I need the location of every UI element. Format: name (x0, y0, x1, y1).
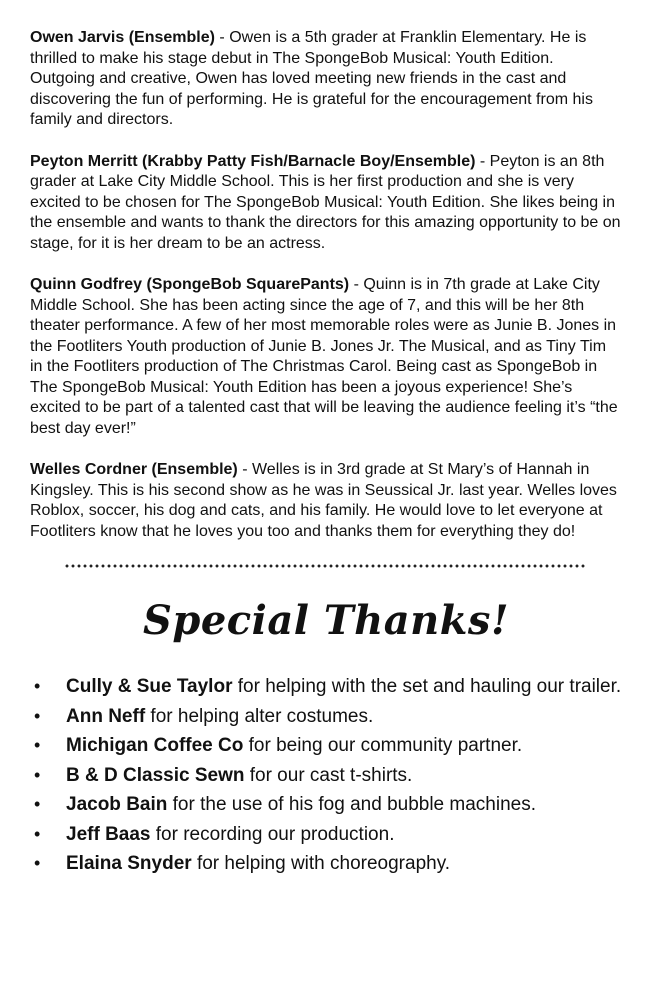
thanks-reason: for the use of his fog and bubble machines. (167, 794, 537, 815)
thanks-name: Ann Neff (66, 705, 146, 727)
bio-peyton-merritt (30, 152, 622, 255)
list-item (30, 702, 622, 732)
bio-owen-jarvis (30, 28, 622, 131)
list-item (30, 672, 622, 702)
bullet-icon: • (34, 823, 41, 844)
thanks-reason: for helping alter costumes. (145, 705, 374, 727)
bullet-icon: • (34, 735, 41, 755)
thanks-reason: for recording our production. (150, 823, 395, 845)
list-item (30, 820, 622, 850)
bullet-icon: • (34, 853, 41, 873)
bullet-icon: • (34, 705, 41, 726)
list-item (30, 731, 622, 761)
special-thanks-title: Special Thanks! (142, 597, 510, 644)
bio-text: - Owen is a 5th grader at Franklin Elementary. He is thrilled to make his stage debut in The SpongeBob Musical: Youth Edition. Outgoing and creative, Owen has loved meeting new friends in the cast and discovering the fun of performing. He is grateful for the encouragement from his family and directors. (30, 29, 593, 128)
bio-text: - Welles is in 3rd grade at St Mary’s of Hannah in Kingsley. This is his second show as he was in Seussical Jr. last year. Welles loves Roblox, soccer, his dog and cats, and his family. He would love to let everyone at Footliters know that he loves you too and thanks them for everything they do! (30, 461, 617, 540)
thanks-name: Jeff Baas (66, 823, 151, 845)
bio-text: - Quinn is in 7th grade at Lake City Middle School. She has been acting since the age of 7, and this will be her 8th theater performance. A few of her most memorable roles were as Junie B. Jones in the Footliters Youth production of Junie B. Jones Jr. The Musical, and as Tiny Tim in the Footliters production of The Christmas Carol. Being cast as SpongeBob in The SpongeBob Musical: Youth Edition has been a joyous experience! She’s excited to be part of a talented cast that will be leaving the audience feeling it’s “the best day ever!” (30, 276, 618, 437)
bullet-icon: • (34, 764, 41, 785)
thanks-reason: for being our community partner. (243, 735, 523, 756)
thanks-name: Cully & Sue Taylor (66, 676, 233, 697)
thanks-reason: for our cast t-shirts. (244, 764, 413, 786)
thanks-name: Jacob Bain (66, 794, 168, 815)
thanks-name: Michigan Coffee Co (66, 735, 244, 756)
special-thanks-list (30, 672, 622, 879)
bio-name: Owen Jarvis (Ensemble) (30, 29, 215, 46)
dotted-divider (64, 563, 586, 569)
thanks-name: B & D Classic Sewn (66, 764, 245, 786)
thanks-name: Elaina Snyder (66, 853, 192, 874)
list-item (30, 849, 622, 879)
bullet-icon: • (34, 794, 41, 814)
program-page (30, 28, 622, 879)
list-item (30, 761, 622, 791)
bio-welles-cordner (30, 460, 622, 542)
list-item (30, 790, 622, 820)
bio-quinn-godfrey (30, 275, 622, 439)
bio-name: Quinn Godfrey (SpongeBob SquarePants) (30, 276, 350, 293)
thanks-reason: for helping with the set and hauling our trailer. (232, 676, 622, 697)
bullet-icon: • (34, 676, 41, 696)
bio-name: Peyton Merritt (Krabby Patty Fish/Barnacle Boy/Ensemble) (30, 152, 476, 170)
bio-text: - Peyton is an 8th grader at Lake City Middle School. This is her first production and she is very excited to be chosen for The SpongeBob Musical: Youth Edition. She likes being in the ensemble and wants to thank the directors for this amazing opportunity to be on stage, for it is her dream to be an actress. (30, 152, 621, 252)
bio-name: Welles Cordner (Ensemble) (30, 461, 238, 478)
thanks-reason: for helping with choreography. (191, 853, 451, 874)
